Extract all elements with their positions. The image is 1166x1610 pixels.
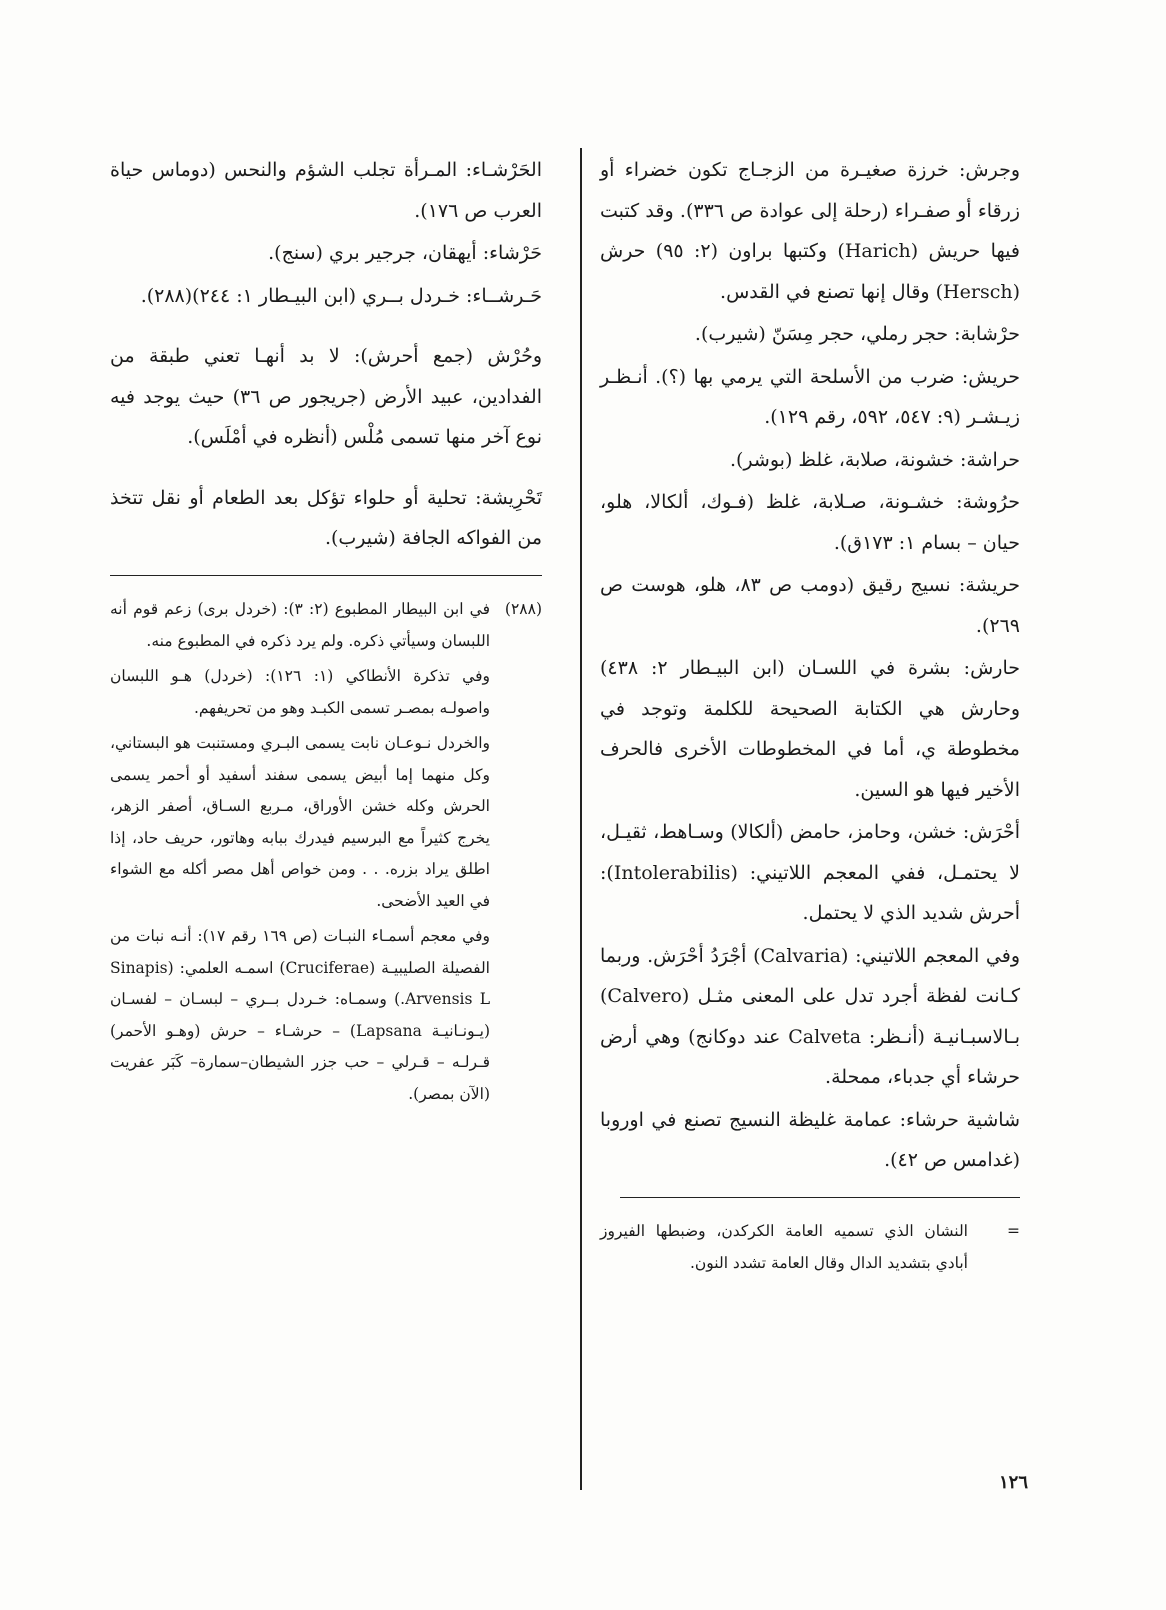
- entry-harish-skin: حارش: بشرة في اللسـان (ابن البيـطار ٢: ٤٣٨) وحارش هي الكتابة الصحيحة للكلمة وتوجد في مخطوطة ي، أما في المخطوطات الأخرى فالحرف الأخير فيها هو السين.: [600, 657, 1020, 801]
- left-column: [110, 150, 542, 1110]
- footnote-rule: [110, 575, 542, 577]
- footnote-paragraph: وفي معجم أسمـاء النبـات (ص ١٦٩ رقم ١٧): أنـه نبات من الفصيلة الصليبيـة (Cruciferae) اسمـه العلمي: (Sinapis Arvensis L.) وسمـاه: خـردل بــري – لبسـان – لفسـان (يـونـانيـة Lapsana) – حرشـاء – حرش (وهـو الأحمر) قـرلـه – قـرلي – حب جزر الشيطان–سمارة– كَبَر عفريت (الآن بمصر).: [110, 927, 490, 1103]
- footnote-288: [110, 594, 542, 1110]
- entry-ahrash: أحْرَش: خشن، وحامز، حامض (ألكالا) وسـاهط، ثقيـل، لا يحتمـل، ففي المعجم اللاتيني: (Intolerabilis): أحرش شديد الذي لا يحتمل.: [600, 821, 1020, 924]
- entry-harshaa-mustard: حَـرشــاء: خـردل بــري (ابن البيـطار ١: ٢٤٤)(٢٨٨).: [140, 284, 542, 307]
- entry-harshaba: حرْشابة: حجر رملي، حجر مِسَنّ (شيرب).: [694, 323, 1020, 345]
- footnote-paragraph: والخردل نـوعـان نابت يسمى البـري ومستنبت هو البستاني، وكل منهما إما أبيض يسمى سفند أسفيد أو أحمر يسمى الحرش وكله خشن الأوراق، مـربع السـاق، أصفر الزهر، يخرج كثيراً مع البرسيم فيدرك ببابه وهاتور، حريف حاد، إذا اطلق يراد بزره. . . ومن خواص أهل مصر أكله مع الشواء في العيد الأضحى.: [110, 734, 490, 910]
- entry-tahrisha: تَحْرِيشة: تحلية أو حلواء تؤكل بعد الطعام أو نقل تتخذ من الفواكه الجافة (شيرب).: [110, 486, 542, 549]
- column-divider: [580, 148, 582, 1490]
- footnote-body: [110, 594, 490, 1110]
- entry-wajarsh: وجرش: خرزة صغيـرة من الزجـاج تكون خضراء أو زرقاء أو صفـراء (رحلة إلى عوادة ص ٣٣٦). وقد كتبت فيها حريش (Harich) وكتبها براون (٢: ٩٥) حرش (Hersch) وقال إنها تصنع في القدس.: [600, 159, 1020, 303]
- entry-hurusha: حرُوشة: خشـونة، صـلابة، غلظ (فـوك، ألكالا، هلو، حيان – بسام ١: ١٧٣ق).: [600, 491, 1020, 554]
- entry-harisha: حريشة: نسيج رقيق (دومب ص ٨٣، هلو، هوست ص ٢٦٩).: [600, 574, 1020, 637]
- footnote-paragraph: في ابن البيطار المطبوع (٢: ٣): (خردل برى) زعم قوم أنه اللبسان وسيأتي ذكره. ولم يرد ذكره في المطبوع منه.: [110, 600, 491, 650]
- footnote-rule: [620, 1197, 1020, 1199]
- footnote-paragraph: وفي تذكرة الأنطاكي (١: ١٢٦): (خردل) هـو اللبسان واصولـه بمصـر تسمى الكبـد وهو من تحريفهم.: [110, 667, 490, 717]
- entry-hursh: وحُرْش (جمع أحرش): لا بد أنهـا تعني طبقة من الفدادين، عبيد الأرض (جريجور ص ٣٦) حيث يوجد فيه نوع آخر منها تسمى مُلْس (أنظره في أمْلَس).: [110, 345, 542, 448]
- footnote-text: النشان الذي تسميه العامة الكركدن، وضبطها الفيروز أبادي بتشديد الدال وقال العامة تشدد النون.: [600, 1222, 968, 1272]
- entry-harshaa-woman: الحَرْشـاء: المـرأة تجلب الشؤم والنحس (دوماس حياة العرب ص ١٧٦).: [110, 159, 542, 222]
- entry-harish: حريش: ضرب من الأسلحة التي يرمي بها (؟). أنـظـر زيـشـر (٩: ٥٤٧، ٥٩٢، رقم ١٢٩).: [600, 365, 1020, 428]
- footnote-marker: (٢٨٨): [504, 600, 542, 618]
- entry-calvaria: وفي المعجم اللاتيني: (Calvaria) أجْرَدُ أحْرَش. وربما كـانت لفظة أجرد تدل على المعنى مثـل (Calvero) بـالاسبـانيـة (أنـظر: Calveta عند دوكانج) وهي أرض حرشاء أي جدباء، ممحلة.: [600, 944, 1021, 1088]
- footnote-continuation: [600, 1216, 1020, 1279]
- footnote-marker: =: [1007, 1222, 1020, 1240]
- entry-harasha: حراشة: خشونة، صلابة، غلظ (بوشر).: [729, 448, 1020, 471]
- right-column: [600, 150, 1020, 1279]
- page-number: ١٢٦: [998, 1472, 1028, 1493]
- entry-harshaa-cress: حَرْشاء: أيهقان، جرجير بري (سنج).: [268, 242, 542, 264]
- entry-shashiya: شاشية حرشاء: عمامة غليظة النسيج تصنع في اوروبا (غدامس ص ٤٢).: [600, 1108, 1020, 1171]
